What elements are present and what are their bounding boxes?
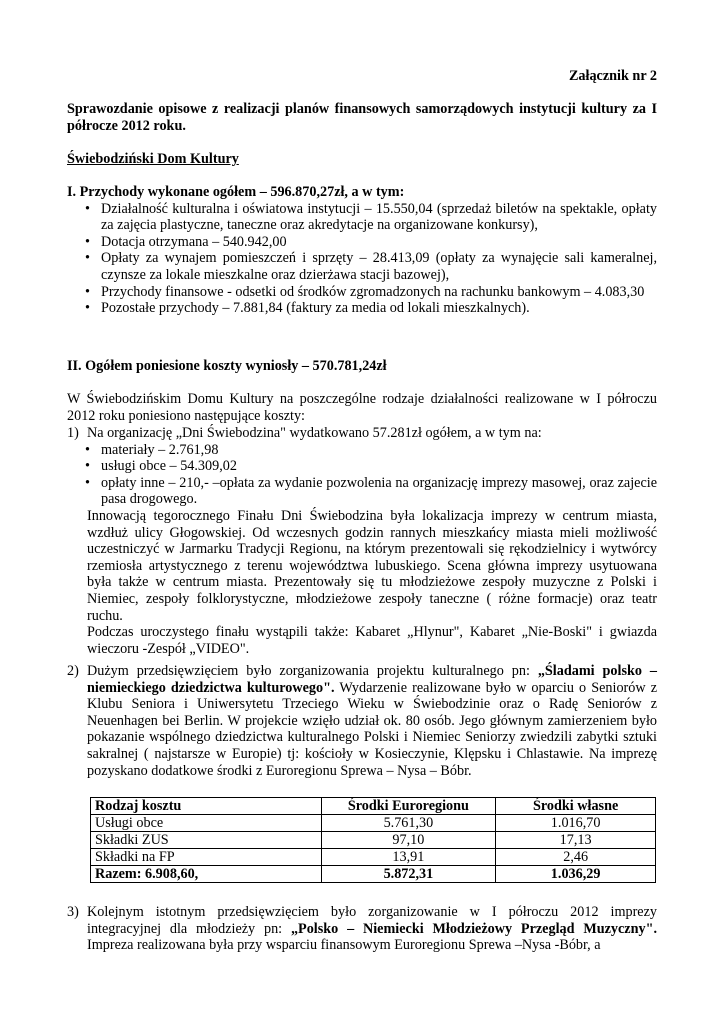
- table-cell: 1.036,29: [496, 866, 656, 883]
- list-item: • Opłaty za wynajem pomieszczeń i sprzęty – 28.413,09 (opłaty za wynajęcie sali kameralnej, czynsze za lokale mieszkalne oraz dzierżawa stacji bazowej),: [85, 250, 657, 283]
- list-item: • opłaty inne – 210,- –opłata za wydanie pozwolenia na organizację imprezy masowej, oraz zajecie pasa drogowego.: [85, 474, 657, 508]
- bullet-icon: •: [85, 300, 90, 317]
- cost-item-2: [67, 663, 657, 779]
- costs-table: [90, 797, 656, 883]
- numbered-item: 2) Dużym przedsięwzięciem było zorganizowania projektu kulturalnego pn: „Śladami polsko – niemieckiego dziedzictwa kulturowego". Wydarzenie realizowane było w oparciu o Seniorów z Klubu Seniora i Uniwersytetu Trzeciego Wieku w Świebodzinie oraz o Radę Seniorów z Neuenhagen bei Berlin. W projekcie wzięło udział ok. 80 osób. Jego głównym zamierzeniem było pokazanie wspólnego dziedzictwa kulturalnego Polski i Niemiec Seniorzy zwiedzili zabytki sztuki sakralnej ( najstarsze w Europie) tj: kościoły w Kosieczynie, Klępsku i Chlastawie. Na imprezę pozyskano dodatkowe środki z Euroregionu Sprewa – Nysa – Bóbr.: [67, 663, 657, 779]
- table-cell: 2,46: [496, 849, 656, 866]
- item-text: Na organizację „Dni Świebodzina" wydatkowano 57.281zł ogółem, a w tym na:: [87, 425, 542, 441]
- list-item: • usługi obce – 54.309,02: [85, 458, 237, 475]
- numbered-item: [67, 425, 657, 442]
- table-cell: 5.872,31: [321, 866, 496, 883]
- bullet-icon: •: [85, 250, 90, 267]
- costs-heading: II. Ogółem poniesione koszty wyniosły – 570.781,24zł: [67, 358, 387, 374]
- table-cell: 17,13: [496, 832, 656, 849]
- item-number: 2): [67, 663, 79, 679]
- bullet-icon: •: [85, 458, 90, 475]
- paragraph: Podczas uroczystego finału wystąpili także: Kabaret „Hlynur", Kabaret „Nie-Boski" i gwiazda wieczoru -Zespół „VIDEO".: [87, 624, 657, 657]
- table-cell: 1.016,70: [496, 815, 656, 832]
- column-header: Rodzaj kosztu: [91, 798, 322, 815]
- list-item: • Pozostałe przychody – 7.881,84 (faktury za media od lokali mieszkalnych).: [85, 300, 530, 317]
- cost-item-1: [67, 425, 657, 657]
- item-number: 1): [67, 425, 79, 441]
- paragraph: Innowacją tegorocznego Finału Dni Świebodzina była lokalizacja imprezy w centrum miasta, wzdłuż ulicy Głogowskiej. Od wczesnych godzin rannych mieszkańcy miasta mieli możliwość uczestniczyć w Jarmarku Tradycji Regionu, na którym prezentowali się rękodzielnicy i wytwórcy rzemiosła artystycznego z terenu województwa lubuskiego. Scena główna imprezy usytuowana była także w centrum miasta. Prezentowały się tu młodzieżowe zespoły muzyczne z Polski i Niemiec, zespoły folklorystyczne, młodzieżowe zespoły taneczne ( różne formacje) oraz teatr ruchu.: [87, 507, 657, 624]
- table-cell: Razem: 6.908,60,: [91, 866, 322, 883]
- project-title: „Śladami polsko – niemieckiego dziedzictwa kulturowego".: [87, 663, 657, 696]
- table-cell: 5.761,30: [321, 815, 496, 832]
- bullet-icon: •: [85, 200, 90, 217]
- table-row: [91, 832, 656, 849]
- cost-sublist: [67, 442, 657, 508]
- table-row: [91, 849, 656, 866]
- list-item: • materiały – 2.761,98: [85, 441, 219, 458]
- table-header-row: [91, 798, 656, 815]
- table-cell: Składki ZUS: [91, 832, 322, 849]
- income-list: [67, 201, 657, 317]
- costs-intro: W Świebodzińskim Domu Kultury na poszczególne rodzaje działalności realizowane w I półroczu 2012 roku poniesiono następujące koszty:: [67, 391, 657, 424]
- table-cell: Usługi obce: [91, 815, 322, 832]
- institution-name: Świebodziński Dom Kultury: [67, 151, 239, 167]
- bullet-icon: •: [85, 283, 90, 300]
- table-cell: 13,91: [321, 849, 496, 866]
- column-header: Środki własne: [496, 798, 656, 815]
- bullet-icon: •: [85, 441, 90, 458]
- income-section: [67, 184, 657, 317]
- cost-item-3: [67, 904, 657, 954]
- event-title: „Polsko – Niemiecki Młodzieżowy Przegląd Muzyczny".: [290, 920, 657, 937]
- bullet-icon: •: [85, 474, 90, 491]
- column-header: Środki Euroregionu: [321, 798, 496, 815]
- numbered-item: 3) Kolejnym istotnym przedsięwzięciem było zorganizowanie w I półroczu 2012 imprezy integracyjnej dla młodzieży pn: „Polsko – Niemiecki Młodzieżowy Przegląd Muzyczny". Impreza realizowana była przy wsparciu finansowym Euroregionu Sprewa –Nysa -Bóbr, a: [67, 904, 657, 954]
- table-cell: Składki na FP: [91, 849, 322, 866]
- annex-label: Załącznik nr 2: [568, 68, 657, 84]
- bullet-icon: •: [85, 233, 90, 250]
- item-number: 3): [67, 904, 79, 920]
- table-total-row: [91, 866, 656, 883]
- list-item: • Przychody finansowe - odsetki od środków zgromadzonych na rachunku bankowym – 4.083,30: [85, 283, 645, 300]
- list-item: • Dotacja otrzymana – 540.942,00: [85, 233, 287, 250]
- document-title: Sprawozdanie opisowe z realizacji planów finansowych samorządowych instytucji kultury za I półrocze 2012 roku.: [67, 101, 657, 134]
- list-item: • Działalność kulturalna i oświatowa instytucji – 15.550,04 (sprzedaż biletów na spektakle, opłaty za zajęcia plastyczne, taneczne oraz akredytacje na organizowane konkursy),: [85, 200, 657, 234]
- income-heading: I. Przychody wykonane ogółem – 596.870,27zł, a w tym:: [67, 184, 405, 200]
- table-row: [91, 815, 656, 832]
- table-cell: 97,10: [321, 832, 496, 849]
